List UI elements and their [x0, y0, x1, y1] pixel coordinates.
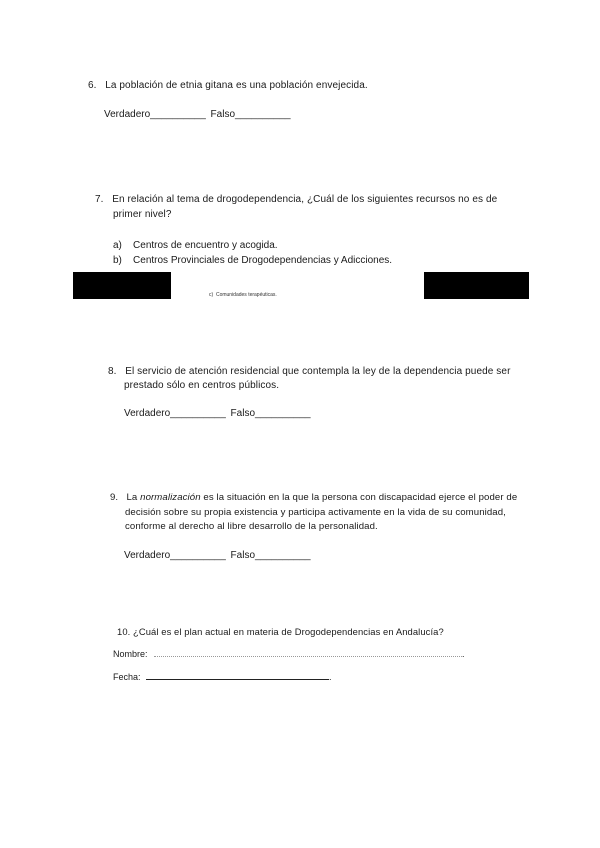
- name-label: Nombre:: [113, 649, 148, 659]
- redaction-bar-left: [73, 272, 171, 299]
- date-row: [113, 670, 332, 682]
- name-end-mark: .: [462, 649, 465, 659]
- q8-true-field[interactable]: Verdadero__________: [124, 408, 226, 419]
- q7-option-b-text: Centros Provinciales de Drogodependencias y Adicciones.: [133, 255, 393, 266]
- q9-statement-line2: decisión sobre su propia existencia y participa activamente en la vida de su comunidad,: [125, 507, 506, 518]
- q6-false-field[interactable]: Falso__________: [210, 109, 291, 120]
- name-row: [113, 648, 465, 659]
- q8-false-field[interactable]: Falso__________: [230, 408, 311, 419]
- redaction-bar-right: [424, 272, 529, 299]
- name-input-line[interactable]: [154, 648, 462, 657]
- q7-option-c-letter: c): [209, 292, 214, 298]
- q6-number: 6.: [88, 80, 97, 91]
- q10-text: 10. ¿Cuál es el plan actual en materia de Drogodependencias en Andalucía?: [117, 626, 444, 637]
- q9-statement-line3: conforme al derecho al libre desarrollo de la personalidad.: [125, 521, 378, 532]
- q9-statement-pre: La: [126, 492, 141, 503]
- q7-option-c: [209, 292, 277, 298]
- q9-statement-post: es la situación en la que la persona con discapacidad ejerce el poder de: [200, 492, 518, 503]
- q7-option-a[interactable]: [113, 240, 278, 251]
- q8-answer-row: [124, 408, 311, 419]
- date-input-line[interactable]: [146, 670, 329, 680]
- q6-true-field[interactable]: Verdadero__________: [104, 109, 206, 120]
- date-end-mark: .: [329, 672, 332, 682]
- date-label: Fecha:: [113, 672, 141, 682]
- q8-number: 8.: [108, 366, 117, 377]
- q7-statement-line1: En relación al tema de drogodependencia, ¿Cuál de los siguientes recursos no es de: [112, 194, 498, 205]
- q7-option-b-letter: b): [113, 255, 122, 266]
- q9-text-line1: [110, 492, 517, 503]
- q6-text: [88, 80, 368, 91]
- q7-option-b[interactable]: [113, 255, 392, 266]
- q7-number: 7.: [95, 194, 104, 205]
- q7-option-a-letter: a): [113, 240, 122, 251]
- q9-false-field[interactable]: Falso__________: [230, 550, 311, 561]
- q9-number: 9.: [110, 492, 119, 503]
- q7-option-c-text: Comunidades terapéuticas.: [215, 292, 277, 298]
- q7-statement-line2: primer nivel?: [113, 209, 172, 220]
- q6-statement: La población de etnia gitana es una población envejecida.: [105, 80, 368, 91]
- q7-text-line1: [95, 194, 497, 205]
- q8-statement-line1: El servicio de atención residencial que contempla la ley de la dependencia puede ser: [125, 366, 511, 377]
- q8-text-line1: [108, 366, 511, 377]
- q8-statement-line2: prestado sólo en centros públicos.: [124, 380, 280, 391]
- q9-answer-row: [124, 550, 311, 561]
- q6-answer-row: [104, 109, 291, 120]
- q7-option-a-text: Centros de encuentro y acogida.: [133, 240, 278, 251]
- q9-true-field[interactable]: Verdadero__________: [124, 550, 226, 561]
- q9-statement-emphasis: normalización: [140, 492, 201, 503]
